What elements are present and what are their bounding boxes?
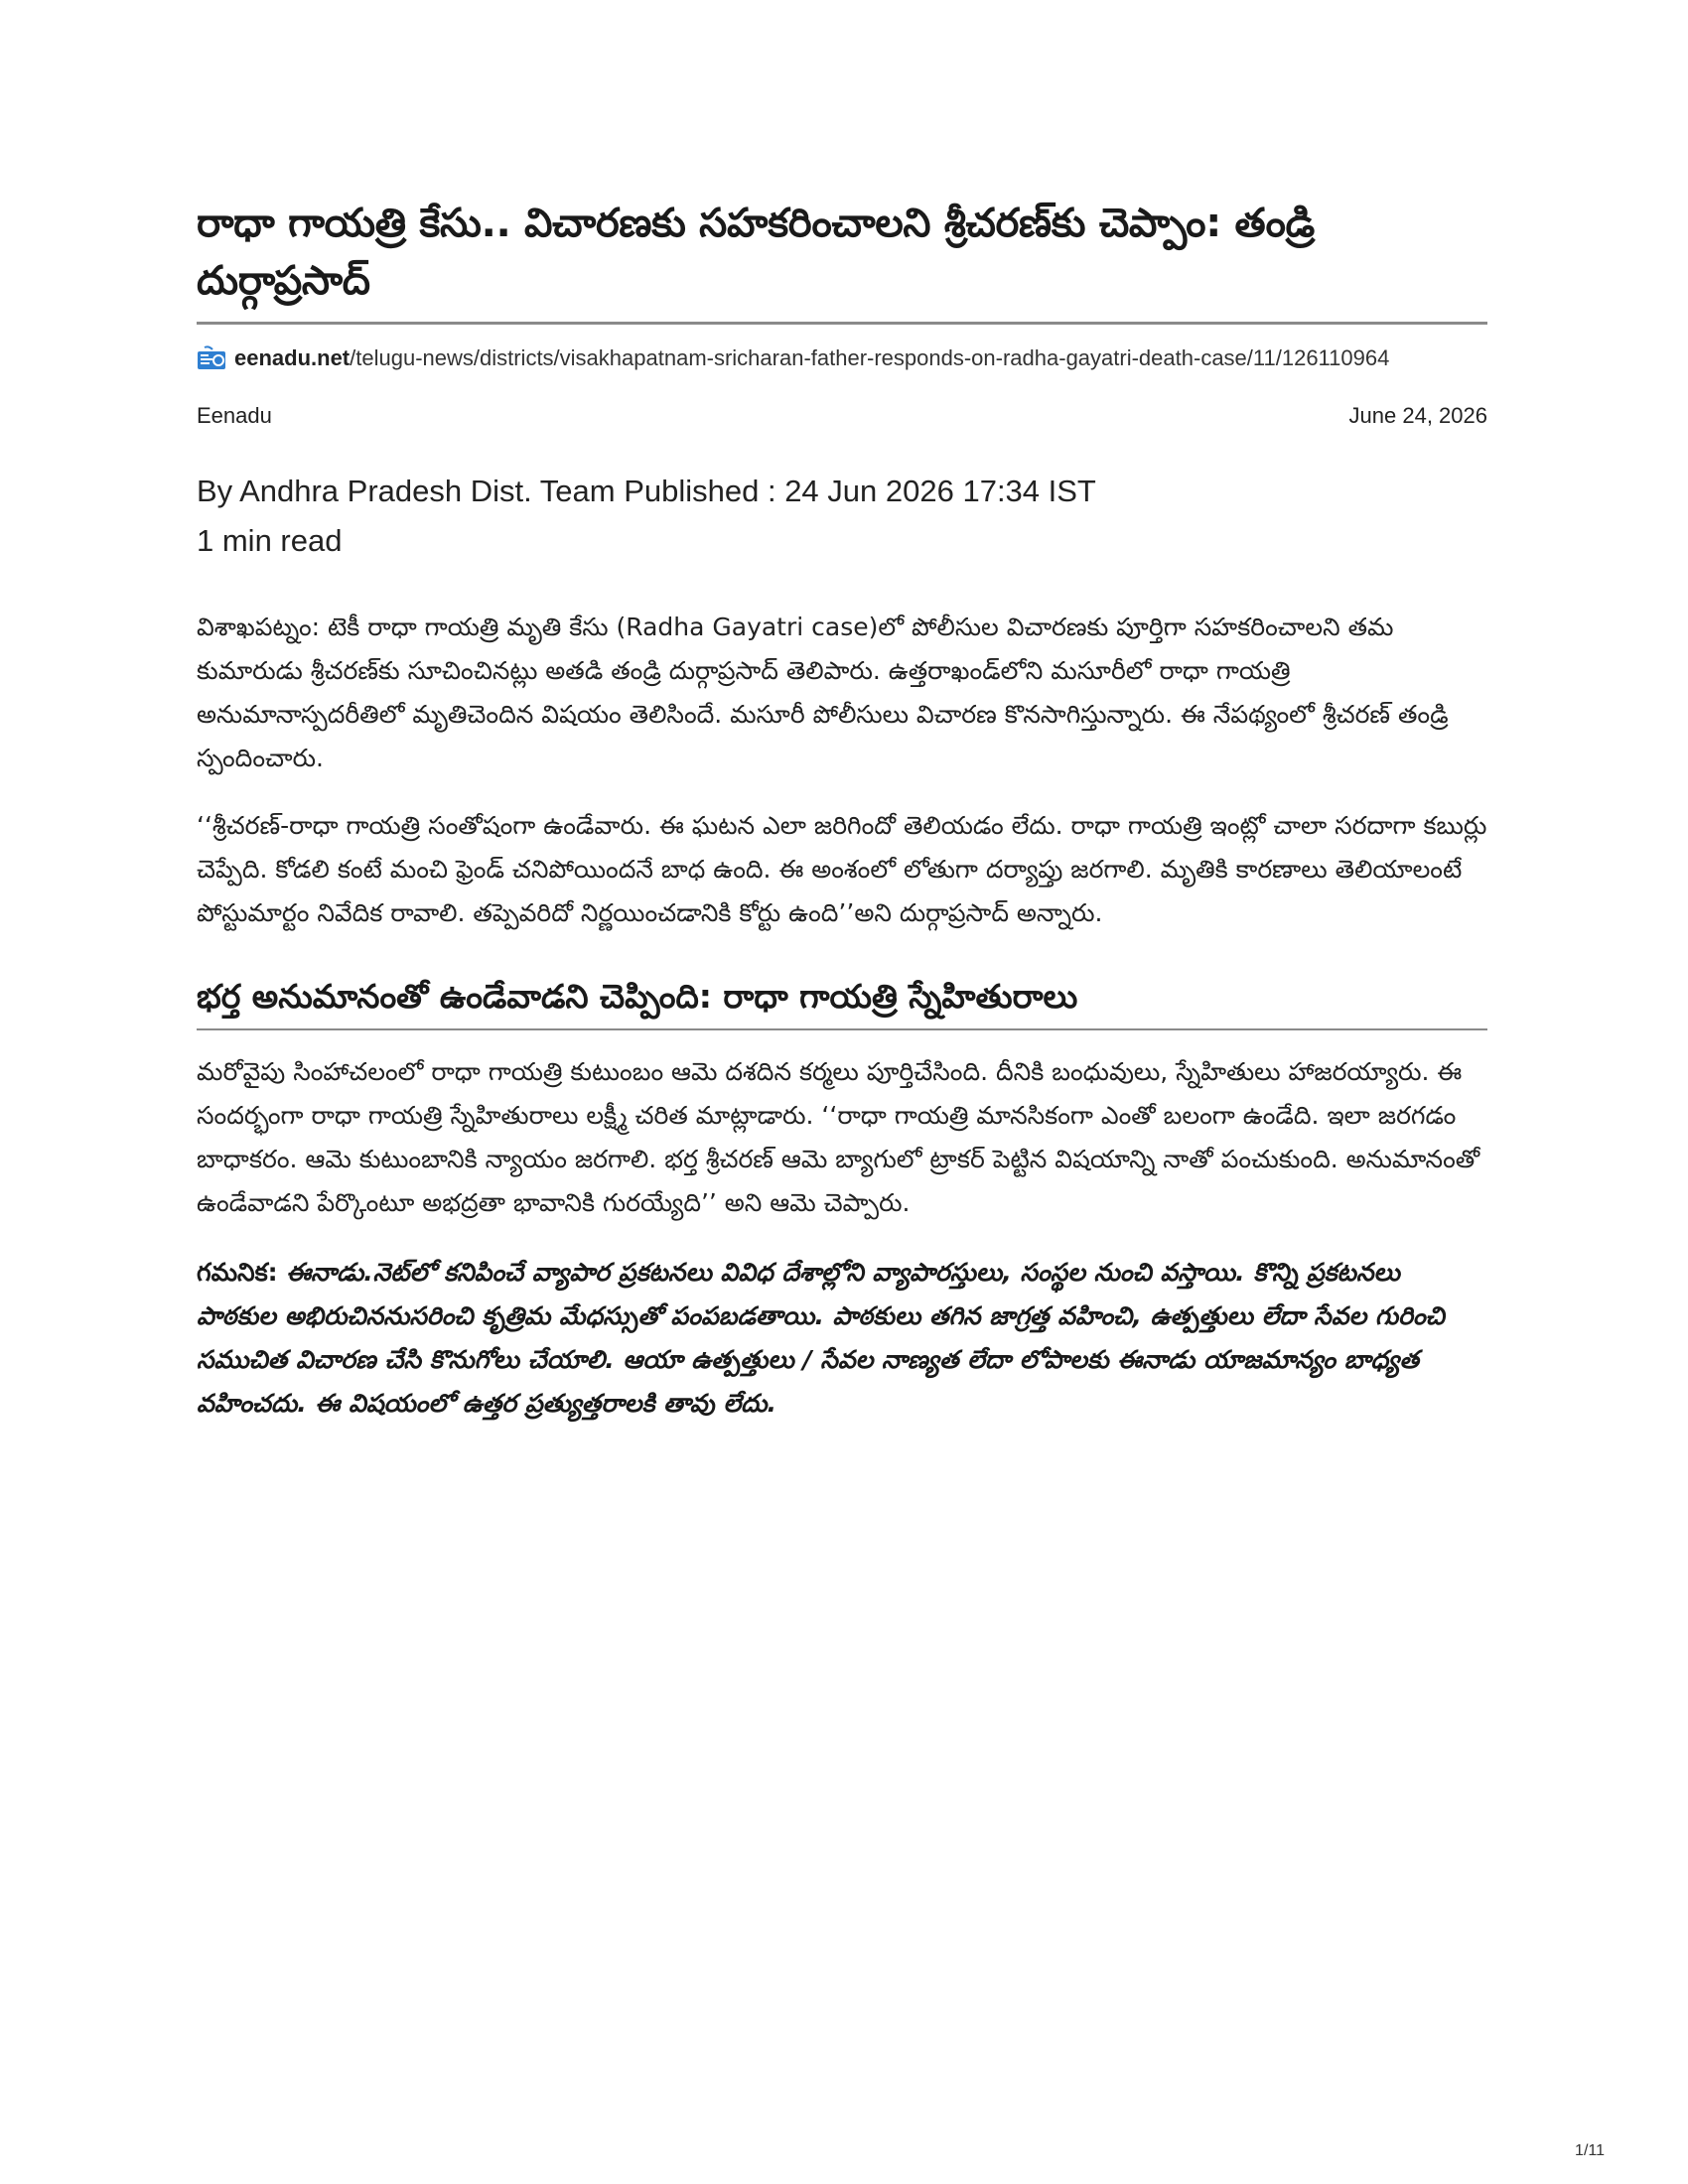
disclaimer-text: ఈనాడు.నెట్‌లో కనిపించే వ్యాపార ప్రకటనలు వివిధ దేశాల్లోని వ్యాపారస్తులు, సంస్థల నుంచి వస్తాయి. కొన్ని ప్రకటనలు పాఠకుల అభిరుచిననుసరించి కృత్రిమ మేధస్సుతో పంపబడతాయి. పాఠకులు తగిన జాగ్రత్త వహించి, ఉత్పత్తులు లేదా సేవల గురించి సముచిత విచారణ చేసి కొనుగోలు చేయాలి. ఆయా ఉత్పత్తులు / సేవల నాణ్యత లేదా లోపాలకు ఈనాడు యాజమాన్యం బాధ్యత వహించదు. ఈ విషయంలో ఉత్తర ప్రత్యుత్తరాలకి తావు లేదు. bbox=[197, 1258, 1445, 1418]
meta-row bbox=[197, 403, 1487, 429]
source-path[interactable]: /telugu-news/districts/visakhapatnam-sricharan-father-responds-on-radha-gayatri-death-case/11/126110964 bbox=[350, 345, 1390, 370]
disclaimer-notice bbox=[197, 1251, 1487, 1426]
article-page bbox=[197, 195, 1487, 1426]
publisher-name: Eenadu bbox=[197, 403, 272, 428]
byline: By Andhra Pradesh Dist. Team Published : 24 Jun 2026 17:34 IST bbox=[197, 474, 1096, 508]
source-domain[interactable]: eenadu.net bbox=[234, 345, 351, 370]
subheading-divider bbox=[197, 1028, 1487, 1030]
read-time: 1 min read bbox=[197, 523, 343, 558]
article-paragraph-3: మరోవైపు సింహాచలంలో రాధా గాయత్రి కుటుంబం ఆమె దశదిన కర్మలు పూర్తిచేసింది. దీనికి బంధువులు, స్నేహితులు హాజరయ్యారు. ఈ సందర్భంగా రాధా గాయత్రి స్నేహితురాలు లక్ష్మీ చరిత మాట్లాడారు. ‘‘రాధా గాయత్రి మానసికంగా ఎంతో బలంగా ఉండేది. ఇలా జరగడం బాధాకరం. ఆమె కుటుంబానికి న్యాయం జరగాలి. భర్త శ్రీచరణ్ ఆమె బ్యాగులో ట్రాకర్ పెట్టిన విషయాన్ని నాతో పంచుకుంది. అనుమానంతో ఉండేవాడని పేర్కొంటూ అభద్రతా భావానికి గురయ్యేది’’ అని ఆమె చెప్పారు. bbox=[197, 1057, 1480, 1217]
publish-date: June 24, 2026 bbox=[1348, 403, 1487, 428]
eenadu-logo-icon bbox=[197, 345, 226, 371]
disclaimer-label: గమనిక: bbox=[197, 1258, 278, 1287]
title-divider bbox=[197, 322, 1487, 325]
article-paragraph-1: విశాఖపట్నం: టెకీ రాధా గాయత్రి మృతి కేసు (Radha Gayatri case)లో పోలీసుల విచారణకు పూర్తిగా సహకరించాలని తమ కుమారుడు శ్రీచరణ్‌కు సూచించినట్లు అతడి తండ్రి దుర్గాప్రసాద్ తెలిపారు. ఉత్తరాఖండ్‌లోని మసూరీలో రాధా గాయత్రి అనుమానాస్పదరీతిలో మృతిచెందిన విషయం తెలిసిందే. మసూరీ పోలీసులు విచారణ కొనసాగిస్తున్నారు. ఈ నేపథ్యంలో శ్రీచరణ్ తండ్రి స్పందించారు. bbox=[197, 613, 1449, 772]
source-link[interactable] bbox=[197, 342, 1487, 373]
source-url[interactable] bbox=[234, 342, 1389, 373]
article-subheading: భర్త అనుమానంతో ఉండేవాడని చెప్పింది: రాధా గాయత్రి స్నేహితురాలు bbox=[197, 977, 1078, 1016]
byline-block bbox=[197, 467, 1487, 566]
page-number: 1/11 bbox=[1575, 2142, 1605, 2159]
article-paragraph-2: ‘‘శ్రీచరణ్-రాధా గాయత్రి సంతోషంగా ఉండేవారు. ఈ ఘటన ఎలా జరిగిందో తెలియడం లేదు. రాధా గాయత్రి ఇంట్లో చాలా సరదాగా కబుర్లు చెప్పేది. కోడలి కంటే మంచి ఫ్రెండ్ చనిపోయిందనే బాధ ఉంది. ఈ అంశంలో లోతుగా దర్యాప్తు జరగాలి. మృతికి కారణాలు తెలియాలంటే పోస్టుమార్టం నివేదిక రావాలి. తప్పెవరిదో నిర్ణయించడానికి కోర్టు ఉంది’’అని దుర్గాప్రసాద్ అన్నారు. bbox=[197, 811, 1487, 927]
article-title: రాధా గాయత్రి కేసు.. విచారణకు సహకరించాలని శ్రీచరణ్‌కు చెప్పాం: తండ్రి దుర్గాప్రసాద్ bbox=[197, 201, 1315, 304]
